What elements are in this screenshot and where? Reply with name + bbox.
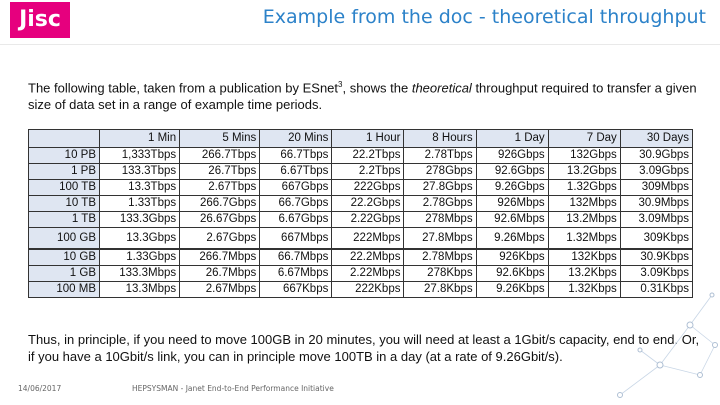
table-cell: 2.22Mbps — [332, 266, 404, 282]
table-cell: 3.09Mbps — [620, 212, 692, 228]
table-cell: 66.7Tbps — [260, 148, 332, 164]
table-cell: 1.33Gbps — [100, 249, 180, 266]
table-cell: 13.2Mbps — [548, 212, 620, 228]
table-row — [29, 196, 693, 212]
table-cell: 2.67Gbps — [180, 228, 260, 250]
table-cell: 92.6Mbps — [476, 212, 548, 228]
row-header-cell: 100 MB — [29, 282, 100, 298]
table-cell: 6.67Gbps — [260, 212, 332, 228]
table-cell: 22.2Gbps — [332, 196, 404, 212]
table-cell: 9.26Kbps — [476, 282, 548, 298]
row-header-cell: 10 GB — [29, 249, 100, 266]
column-header: 8 Hours — [404, 130, 476, 148]
table-cell: 266.7Mbps — [180, 249, 260, 266]
table-cell: 222Kbps — [332, 282, 404, 298]
table-cell: 1.32Mbps — [548, 228, 620, 250]
table-cell: 266.7Gbps — [180, 196, 260, 212]
table-cell: 13.2Gbps — [548, 164, 620, 180]
table-cell: 2.67Mbps — [180, 282, 260, 298]
table-cell: 3.09Kbps — [620, 266, 692, 282]
table-cell: 27.8Gbps — [404, 180, 476, 196]
table-cell: 26.7Mbps — [180, 266, 260, 282]
column-header: 20 Mins — [260, 130, 332, 148]
table-row — [29, 212, 693, 228]
footer-date: 14/06/2017 — [18, 384, 62, 393]
table-cell: 132Gbps — [548, 148, 620, 164]
table-cell: 27.8Mbps — [404, 228, 476, 250]
intro-text-2: , shows the — [342, 80, 412, 96]
table-cell: 266.7Tbps — [180, 148, 260, 164]
conclusion-paragraph: Thus, in principle, if you need to move 100GB in 20 minutes, you will need at least a 1Gbit/s capacity, end to end. Or, if you have a 10Gbit/s link, you can in principle move 100TB in a day (at a rate of 9.26Gbit/s). — [28, 332, 700, 364]
row-header-cell: 100 GB — [29, 228, 100, 250]
table-row — [29, 148, 693, 164]
table-cell: 92.6Gbps — [476, 164, 548, 180]
table-cell: 13.2Kbps — [548, 266, 620, 282]
table-cell: 2.67Tbps — [180, 180, 260, 196]
table-cell: 13.3Mbps — [100, 282, 180, 298]
table-cell: 9.26Mbps — [476, 228, 548, 250]
table-cell: 222Mbps — [332, 228, 404, 250]
column-header: 7 Day — [548, 130, 620, 148]
table-cell: 926Gbps — [476, 148, 548, 164]
table-cell: 309Kbps — [620, 228, 692, 250]
table-cell: 13.3Tbps — [100, 180, 180, 196]
table-cell: 2.2Tbps — [332, 164, 404, 180]
table-cell: 30.9Gbps — [620, 148, 692, 164]
intro-paragraph — [28, 76, 703, 113]
table-cell: 13.3Gbps — [100, 228, 180, 250]
table-cell: 3.09Gbps — [620, 164, 692, 180]
table-cell: 1.33Tbps — [100, 196, 180, 212]
table-cell: 133.3Tbps — [100, 164, 180, 180]
table-cell: 66.7Gbps — [260, 196, 332, 212]
slide-title: Example from the doc - theoretical throughput — [262, 6, 706, 28]
table-cell: 2.22Gbps — [332, 212, 404, 228]
table-cell: 278Mbps — [404, 212, 476, 228]
row-header-cell: 10 TB — [29, 196, 100, 212]
table-cell: 1.32Kbps — [548, 282, 620, 298]
table-cell: 667Mbps — [260, 228, 332, 250]
table-cell: 926Kbps — [476, 249, 548, 266]
throughput-table — [28, 129, 693, 298]
table-row — [29, 164, 693, 180]
table-cell: 926Mbps — [476, 196, 548, 212]
table-cell: 667Gbps — [260, 180, 332, 196]
table-cell: 278Gbps — [404, 164, 476, 180]
table-cell: 132Kbps — [548, 249, 620, 266]
table-row — [29, 228, 693, 250]
table-cell: 2.78Gbps — [404, 196, 476, 212]
footer-text: HEPSYSMAN - Janet End-to-End Performance Initiative — [132, 384, 334, 393]
table-row — [29, 180, 693, 196]
table-cell: 2.78Mbps — [404, 249, 476, 266]
table-cell: 22.2Tbps — [332, 148, 404, 164]
table-cell: 2.78Tbps — [404, 148, 476, 164]
table-cell: 22.2Mbps — [332, 249, 404, 266]
table-cell: 1,333Tbps — [100, 148, 180, 164]
table-cell: 30.9Mbps — [620, 196, 692, 212]
row-header-cell: 1 GB — [29, 266, 100, 282]
column-header: 5 Mins — [180, 130, 260, 148]
row-header-cell: 1 PB — [29, 164, 100, 180]
table-cell: 6.67Mbps — [260, 266, 332, 282]
column-header: 1 Min — [100, 130, 180, 148]
jisc-logo: Jisc — [10, 2, 70, 38]
table-cell: 30.9Kbps — [620, 249, 692, 266]
table-cell: 309Mbps — [620, 180, 692, 196]
table-cell: 26.67Gbps — [180, 212, 260, 228]
intro-text-1: The following table, taken from a publication by ESnet — [28, 80, 339, 96]
table-cell: 222Gbps — [332, 180, 404, 196]
table-cell: 132Mbps — [548, 196, 620, 212]
table-cell: 1.32Gbps — [548, 180, 620, 196]
title-divider — [0, 44, 720, 45]
column-header: 1 Day — [476, 130, 548, 148]
row-header-cell: 100 TB — [29, 180, 100, 196]
table-cell: 66.7Mbps — [260, 249, 332, 266]
intro-text-3: throughput required to transfer a given size of data set in a range of example time periods. — [28, 80, 697, 113]
table-cell: 278Kbps — [404, 266, 476, 282]
table-row — [29, 266, 693, 282]
table-body — [29, 148, 693, 298]
row-header-cell: 1 TB — [29, 212, 100, 228]
table-header-row — [29, 130, 693, 148]
footnote-ref: 3 — [338, 80, 343, 89]
column-header: 1 Hour — [332, 130, 404, 148]
table-cell: 9.26Gbps — [476, 180, 548, 196]
table-cell: 0.31Kbps — [620, 282, 692, 298]
row-header-cell: 10 PB — [29, 148, 100, 164]
column-header: 30 Days — [620, 130, 692, 148]
table-cell: 6.67Tbps — [260, 164, 332, 180]
table-cell: 667Kbps — [260, 282, 332, 298]
table-cell: 27.8Kbps — [404, 282, 476, 298]
table-row — [29, 249, 693, 266]
table-cell: 133.3Gbps — [100, 212, 180, 228]
table-cell: 133.3Mbps — [100, 266, 180, 282]
table-cell: 92.6Kbps — [476, 266, 548, 282]
table-cell: 26.7Tbps — [180, 164, 260, 180]
intro-emphasis: theoretical — [411, 80, 472, 96]
table-corner-cell — [29, 130, 100, 148]
network-graph-icon — [600, 255, 720, 405]
table-row — [29, 282, 693, 298]
